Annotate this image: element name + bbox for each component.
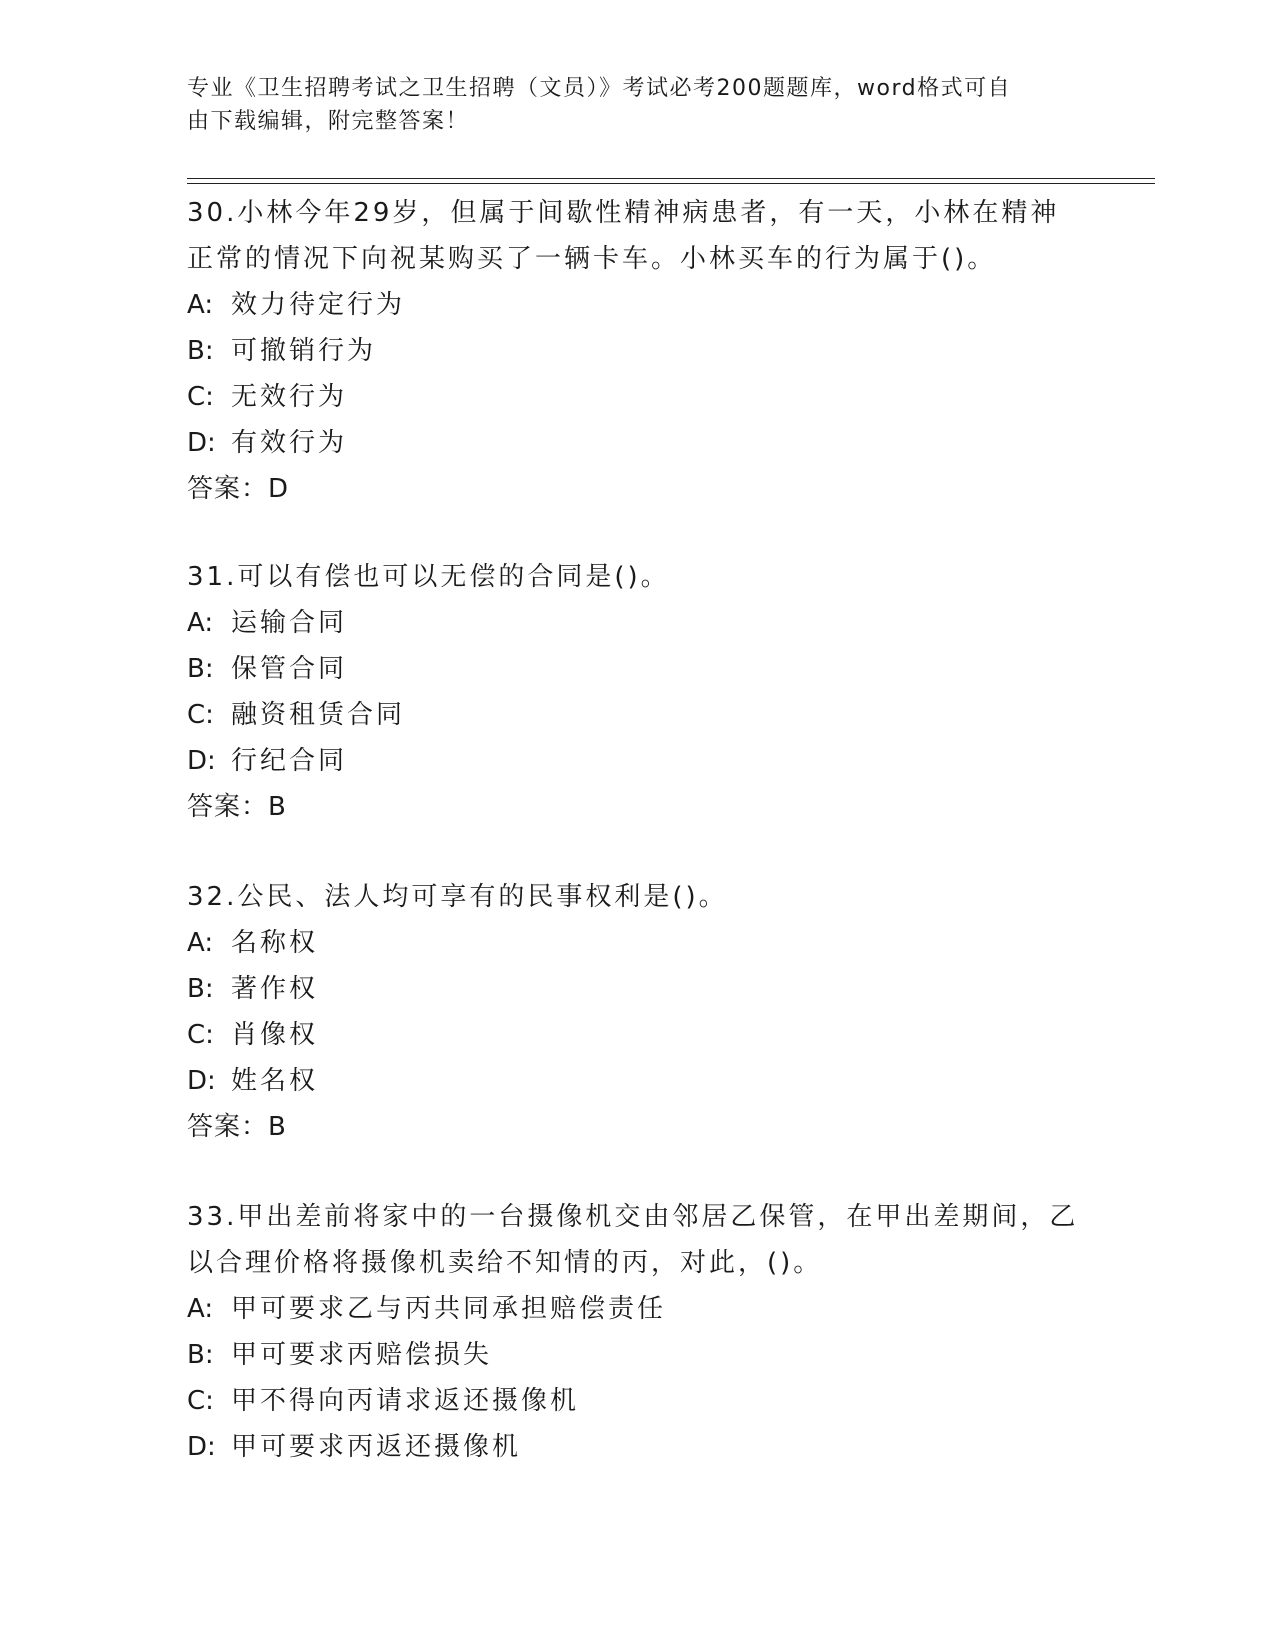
answer-line: 答案：B [187, 1112, 287, 1142]
option-b [187, 1332, 1087, 1378]
option-c [187, 374, 1087, 420]
option-b [187, 646, 1087, 692]
option-text: 甲不得向丙请求返还摄像机 [231, 1386, 580, 1416]
header-line-1: 专业《卫生招聘考试之卫生招聘（文员）》考试必考200题题库，word格式可自 [187, 76, 1012, 101]
option-text: 可撤销行为 [231, 336, 377, 366]
answer-line: 答案：B [187, 792, 287, 822]
question-stem-line: 以合理价格将摄像机卖给不知情的丙，对此，()。 [187, 1248, 823, 1278]
option-text: 有效行为 [231, 428, 348, 458]
option-text: 融资租赁合同 [231, 700, 406, 730]
option-text: 甲可要求乙与丙共同承担赔偿责任 [231, 1294, 667, 1324]
question-33 [187, 1194, 1087, 1470]
option-letter: A: [187, 290, 214, 320]
question-30 [187, 190, 1087, 512]
option-a [187, 600, 1087, 646]
option-a [187, 920, 1087, 966]
option-text: 姓名权 [231, 1066, 319, 1096]
option-letter: A: [187, 928, 214, 958]
document-header [187, 72, 1067, 138]
option-text: 甲可要求丙返还摄像机 [231, 1432, 522, 1462]
option-letter: B: [187, 1340, 214, 1370]
option-d [187, 738, 1087, 784]
option-letter: B: [187, 974, 214, 1004]
option-b [187, 966, 1087, 1012]
question-stem-line: 正常的情况下向祝某购买了一辆卡车。小林买车的行为属于()。 [187, 244, 997, 274]
question-stem-line: 31.可以有偿也可以无偿的合同是()。 [187, 562, 670, 592]
option-letter: C: [187, 382, 214, 412]
header-divider-bottom [187, 183, 1155, 184]
question-32 [187, 874, 1087, 1150]
option-letter: D: [187, 746, 216, 776]
option-text: 甲可要求丙赔偿损失 [231, 1340, 493, 1370]
option-text: 著作权 [231, 974, 319, 1004]
option-text: 名称权 [231, 928, 319, 958]
option-letter: C: [187, 1386, 214, 1416]
option-letter: B: [187, 654, 214, 684]
option-letter: C: [187, 1020, 214, 1050]
option-text: 无效行为 [231, 382, 348, 412]
question-31 [187, 554, 1087, 830]
option-d [187, 1058, 1087, 1104]
option-text: 行纪合同 [231, 746, 348, 776]
option-d [187, 1424, 1087, 1470]
option-text: 效力待定行为 [231, 290, 406, 320]
option-text: 运输合同 [231, 608, 348, 638]
option-d [187, 420, 1087, 466]
option-text: 肖像权 [231, 1020, 319, 1050]
question-stem-line: 32.公民、法人均可享有的民事权利是()。 [187, 882, 728, 912]
option-letter: D: [187, 1066, 216, 1096]
question-stem-line: 30.小林今年29岁，但属于间歇性精神病患者，有一天，小林在精神 [187, 198, 1060, 228]
option-a [187, 282, 1087, 328]
header-line-2: 由下载编辑，附完整答案！ [187, 109, 470, 134]
option-c [187, 1012, 1087, 1058]
option-c [187, 1378, 1087, 1424]
option-letter: C: [187, 700, 214, 730]
option-letter: A: [187, 608, 214, 638]
option-text: 保管合同 [231, 654, 348, 684]
question-stem-line: 33.甲出差前将家中的一台摄像机交由邻居乙保管，在甲出差期间，乙 [187, 1202, 1079, 1232]
option-letter: B: [187, 336, 214, 366]
option-letter: A: [187, 1294, 214, 1324]
header-divider-top [187, 178, 1155, 179]
option-c [187, 692, 1087, 738]
answer-line: 答案：D [187, 474, 290, 504]
option-a [187, 1286, 1087, 1332]
option-b [187, 328, 1087, 374]
option-letter: D: [187, 428, 216, 458]
option-letter: D: [187, 1432, 216, 1462]
